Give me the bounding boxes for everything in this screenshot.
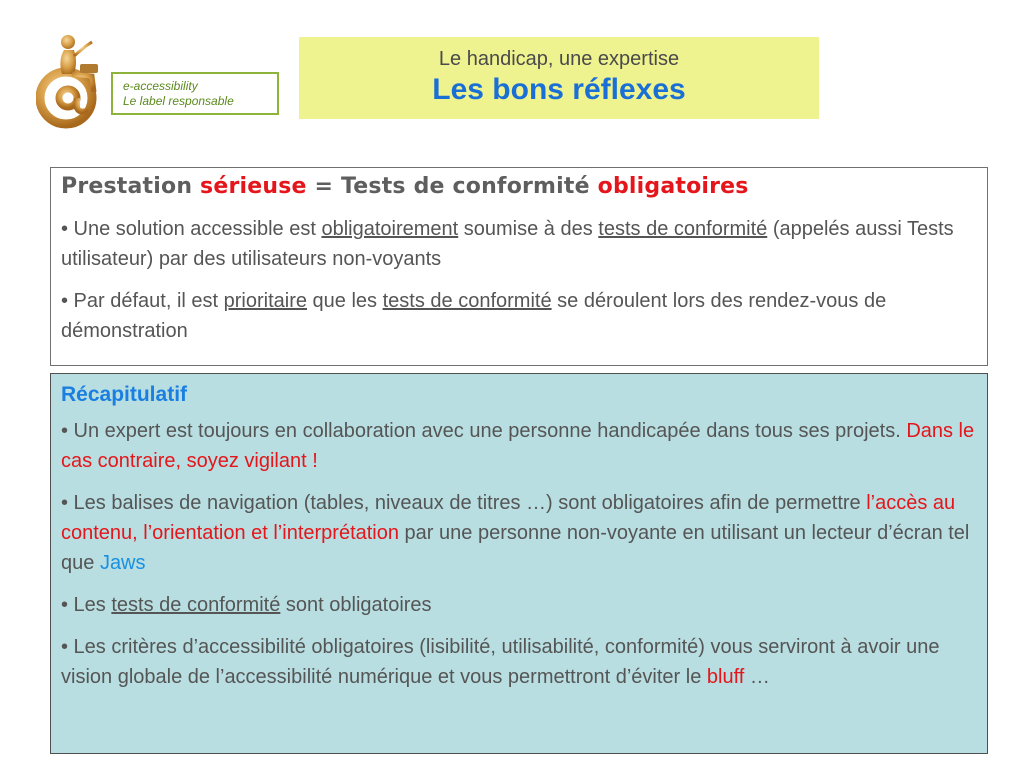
underlined-term: tests de conformité (382, 290, 552, 312)
text-run: … (744, 666, 770, 688)
at-sign-figure-logo-icon (36, 30, 112, 130)
highlighted-text: l’accès au contenu, l’orientation et l’interprétation (61, 492, 956, 544)
page-subtitle: Le handicap, une expertise (438, 48, 680, 70)
heading-emphasis: sérieuse (200, 174, 307, 199)
text-run: soumise à des (458, 218, 599, 240)
underlined-term: prioritaire (223, 290, 307, 312)
bullet-paragraph (61, 416, 977, 476)
highlighted-text: bluff (706, 666, 745, 688)
heading-emphasis: obligatoires (597, 174, 749, 199)
text-run: par une personne non-voyante en utilisant un lecteur d’écran tel que (61, 522, 970, 574)
bullet-paragraph (61, 632, 977, 692)
bullet-paragraph (61, 214, 977, 274)
bullet-paragraph (61, 488, 977, 578)
heading-part: Prestation (61, 174, 201, 199)
text-run: • Un expert est toujours en collaboration avec une personne handicapée dans tous ses projets. (61, 420, 907, 442)
prestation-panel (50, 167, 988, 366)
title-banner (299, 37, 819, 119)
e-accessibility-label (111, 72, 279, 115)
page-title: Les bons réflexes (432, 73, 686, 106)
bullet-paragraph (61, 590, 977, 620)
underlined-term: tests de conformité (111, 594, 281, 616)
prestation-heading (61, 172, 977, 202)
text-run: sont obligatoires (280, 594, 432, 616)
text-run: • Les balises de navigation (tables, niveaux de titres …) sont obligatoires afin de permettre (61, 492, 867, 514)
highlighted-text: Dans le cas contraire, soyez vigilant ! (61, 420, 975, 472)
underlined-term: tests de conformité (598, 218, 768, 240)
highlighted-text: Jaws (99, 552, 146, 574)
recapitulatif-panel (50, 373, 988, 754)
text-run: • Par défaut, il est (61, 290, 224, 312)
text-run: • Les critères d’accessibilité obligatoires (lisibilité, utilisabilité, conformité) vous serviront à avoir une vision globale de l’accessibilité numérique et vous permettront d’éviter le (61, 636, 940, 688)
recapitulatif-heading: Récapitulatif (61, 383, 188, 406)
label-line1: e-accessibility (123, 79, 198, 93)
text-run: • Une solution accessible est (61, 218, 322, 240)
label-line2: Le label responsable (123, 94, 234, 108)
underlined-term: obligatoirement (321, 218, 459, 240)
text-run: que les (307, 290, 383, 312)
heading-part: = Tests de conformité (306, 174, 598, 199)
text-run: se déroulent lors des rendez-vous de démonstration (61, 290, 887, 342)
bullet-paragraph (61, 286, 977, 346)
text-run: (appelés aussi Tests utilisateur) par des utilisateurs non-voyants (61, 218, 954, 270)
text-run: • Les (61, 594, 112, 616)
